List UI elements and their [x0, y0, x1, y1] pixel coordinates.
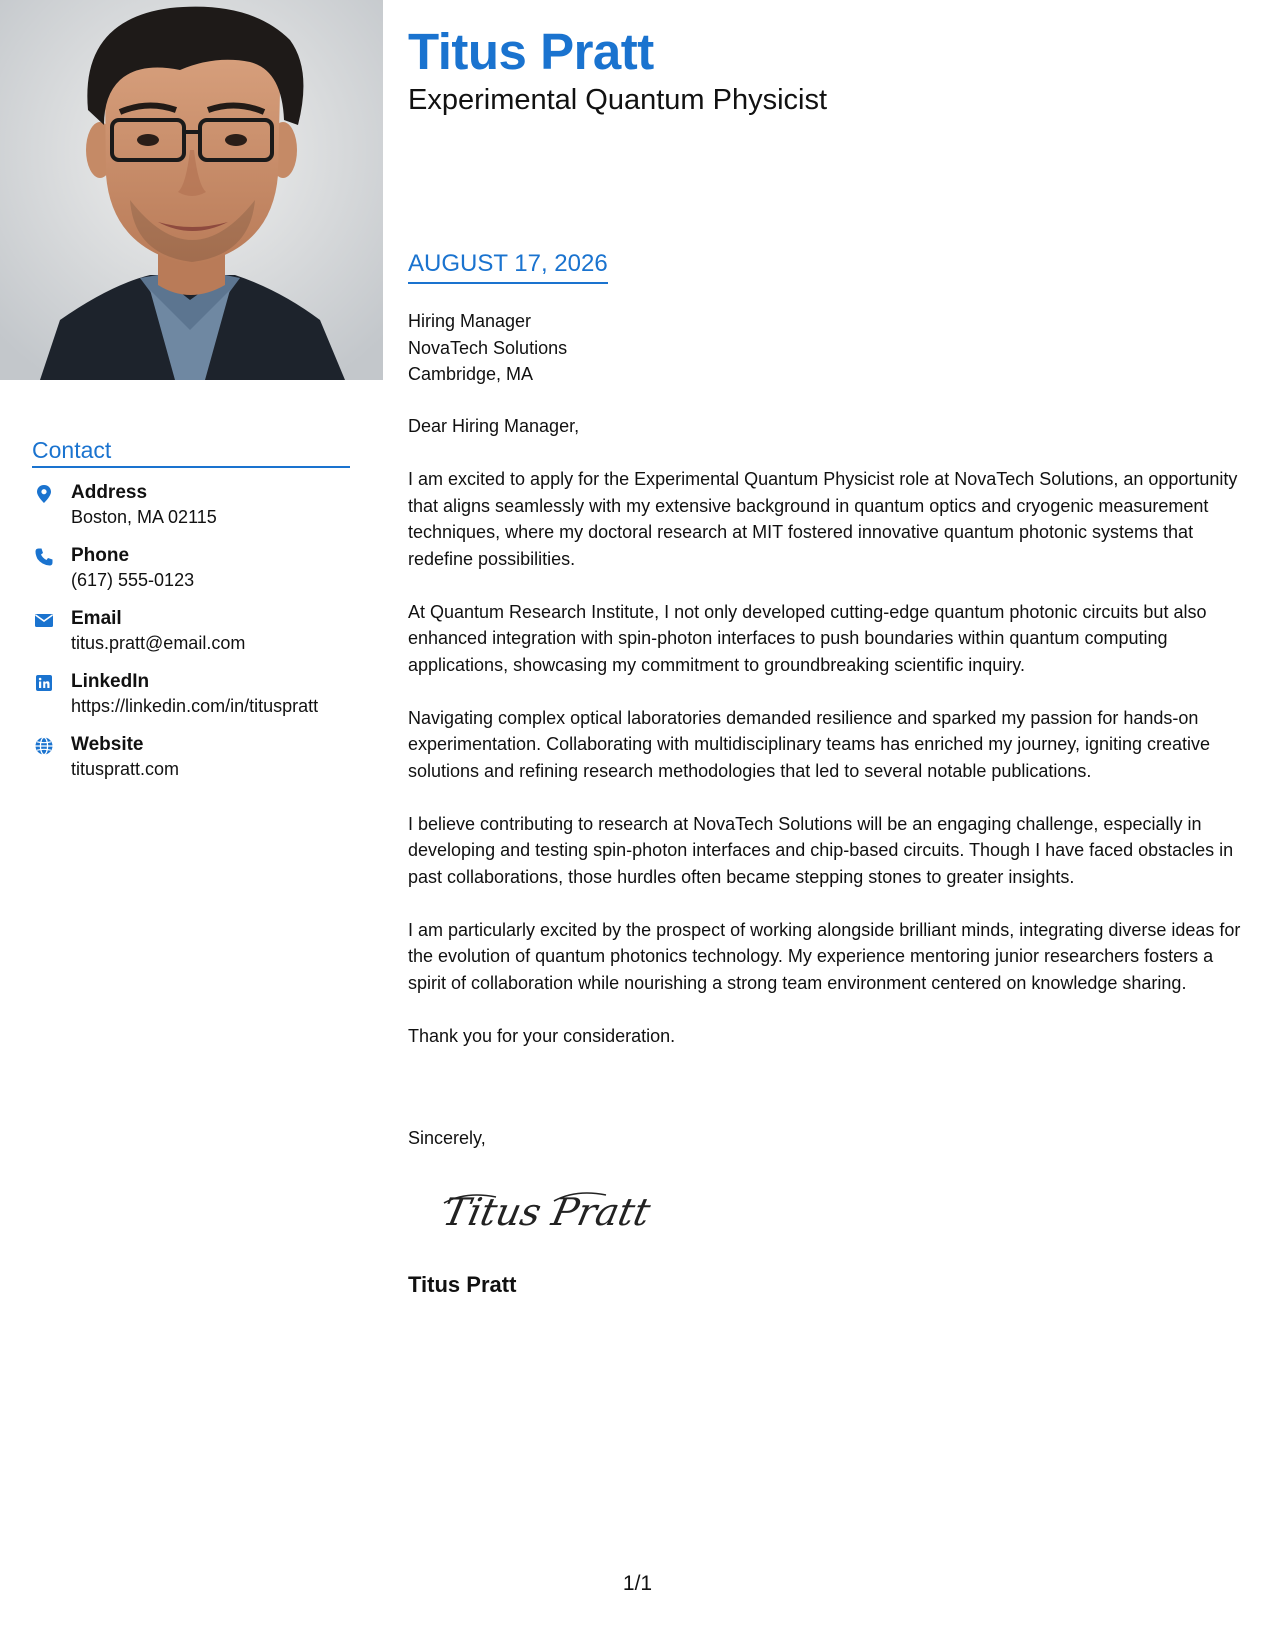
globe-icon: [34, 736, 54, 756]
recipient-line: Hiring Manager: [408, 311, 532, 331]
recipient-block: [408, 308, 567, 388]
salutation: Dear Hiring Manager,: [408, 416, 580, 436]
closing: Sincerely,: [408, 1128, 486, 1148]
contact-value: Boston, MA 02115: [71, 507, 217, 527]
signed-name: Titus Pratt: [408, 1272, 517, 1297]
contact-label: Phone: [71, 545, 130, 566]
phone-icon: [34, 547, 54, 567]
candidate-role: Experimental Quantum Physicist: [408, 84, 828, 116]
handwritten-signature: [436, 1183, 656, 1243]
letter-paragraph: At Quantum Research Institute, I not only developed cutting-edge quantum photonic circuits but also enhanced integration with spin-photon interfaces to push boundaries within quantum computing applications, showcasing my commitment to groundbreaking scientific inquiry.: [408, 601, 1207, 675]
contact-heading: Contact: [32, 437, 350, 468]
linkedin-icon: [34, 673, 54, 693]
letter-paragraph: I believe contributing to research at NovaTech Solutions will be an engaging challenge, especially in developing and testing spin-photon interfaces and chip-based circuits. Though I have faced obstacles in past collaborations, those hurdles often became stepping stones to greater insights.: [408, 813, 1234, 887]
contact-linkedin: [32, 671, 362, 734]
page-number: 1/1: [622, 1572, 653, 1595]
letter-paragraph: Thank you for your consideration.: [408, 1025, 676, 1046]
letter-body: [408, 413, 1248, 1076]
contact-value[interactable]: tituspratt.com: [71, 759, 180, 779]
contact-value: (617) 555-0123: [71, 570, 195, 590]
contact-email: [32, 608, 362, 671]
letter-paragraph: I am excited to apply for the Experimental Quantum Physicist role at NovaTech Solutions, an opportunity that aligns seamlessly with my extensive background in quantum optics and cryogenic measurement techniques, where my doctoral research at MIT fostered innovative quantum photonic systems that redefine possibilities.: [408, 469, 1238, 569]
contact-address: [32, 482, 362, 545]
contact-website: [32, 734, 362, 797]
letter-paragraph: Navigating complex optical laboratories demanded resilience and sparked my passion for hands-on experimentation. Collaborating with multidisciplinary teams has enriched my journey, igniting creative solutions and refining research methodologies that led to several notable publications.: [408, 707, 1211, 781]
recipient-line: NovaTech Solutions: [408, 337, 568, 358]
email-icon: [34, 610, 54, 630]
contact-value[interactable]: https://linkedin.com/in/tituspratt: [71, 696, 319, 716]
letter-date: AUGUST 17, 2026: [408, 250, 608, 284]
candidate-name: Titus Pratt: [408, 23, 654, 80]
recipient-line: Cambridge, MA: [408, 364, 534, 384]
letter-paragraph: I am particularly excited by the prospect of working alongside brilliant minds, integrating diverse ideas for the evolution of quantum photonics technology. My experience mentoring junior researchers fosters a spirit of collaboration while nourishing a strong team environment centered on knowledge sharing.: [408, 919, 1241, 993]
profile-photo: [0, 0, 383, 380]
svg-text:Titus Pratt: Titus Pratt: [438, 1190, 655, 1235]
portrait-image: [0, 0, 383, 380]
contact-list: [32, 482, 362, 797]
contact-label: Email: [71, 608, 122, 629]
location-pin-icon: [34, 484, 54, 504]
contact-label: Website: [71, 734, 144, 755]
contact-phone: [32, 545, 362, 608]
contact-value[interactable]: titus.pratt@email.com: [71, 633, 246, 653]
contact-label: LinkedIn: [71, 671, 150, 692]
contact-label: Address: [71, 482, 148, 503]
